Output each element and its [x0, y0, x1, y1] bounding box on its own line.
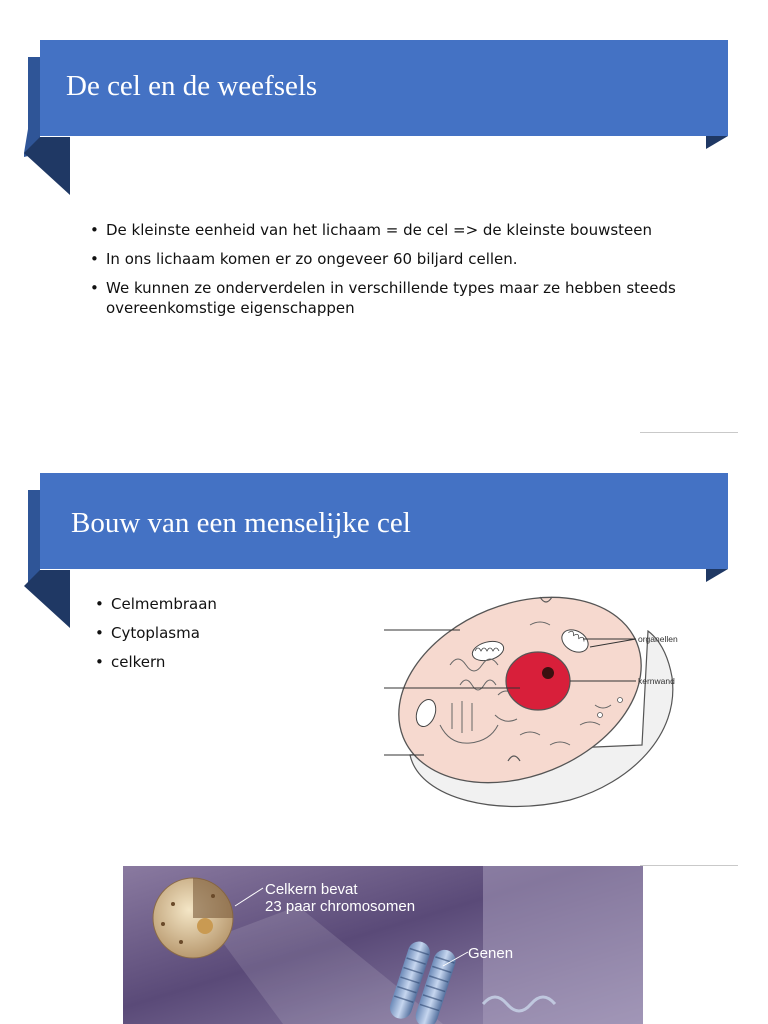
slide-divider: [640, 865, 738, 866]
bullet-item: • In ons lichaam komen er zo ongeveer 60 biljard cellen.: [90, 249, 690, 269]
slide-divider: [640, 432, 738, 433]
banner-fold-right: [706, 136, 728, 150]
bullet-list: [90, 220, 690, 327]
slide-title: De cel en de weefsels: [66, 70, 318, 102]
cell-diagram: [380, 585, 700, 815]
nucleolus: [542, 667, 554, 679]
slide-title: Bouw van een menselijke cel: [71, 507, 411, 539]
title-banner: [40, 473, 728, 569]
cell-nucleus: [506, 652, 570, 710]
label-organellen: organellen: [638, 634, 678, 644]
slide-2: [0, 440, 768, 860]
photo-label-genen: Genen: [468, 945, 514, 962]
photo-label-kern-1: Celkern bevat: [265, 881, 358, 898]
banner-fold-right: [706, 569, 728, 583]
title-banner: [40, 40, 728, 136]
bullet-item: • celkern: [95, 652, 295, 672]
slide-1: [0, 0, 768, 440]
label-kernwand: kernwand: [638, 676, 675, 686]
bullet-item: • Cytoplasma: [95, 623, 295, 643]
bullet-item: • We kunnen ze onderverdelen in verschillende types maar ze hebben steeds overeenkomstige eigenschappen: [90, 278, 690, 318]
photo-label-kern-2: 23 paar chromosomen: [265, 898, 416, 915]
bullet-item: • Celmembraan: [95, 594, 295, 614]
bullet-list: [95, 594, 295, 681]
chromosome-illustration: [123, 866, 643, 1024]
bullet-item: • De kleinste eenheid van het lichaam = de cel => de kleinste bouwsteen: [90, 220, 690, 240]
